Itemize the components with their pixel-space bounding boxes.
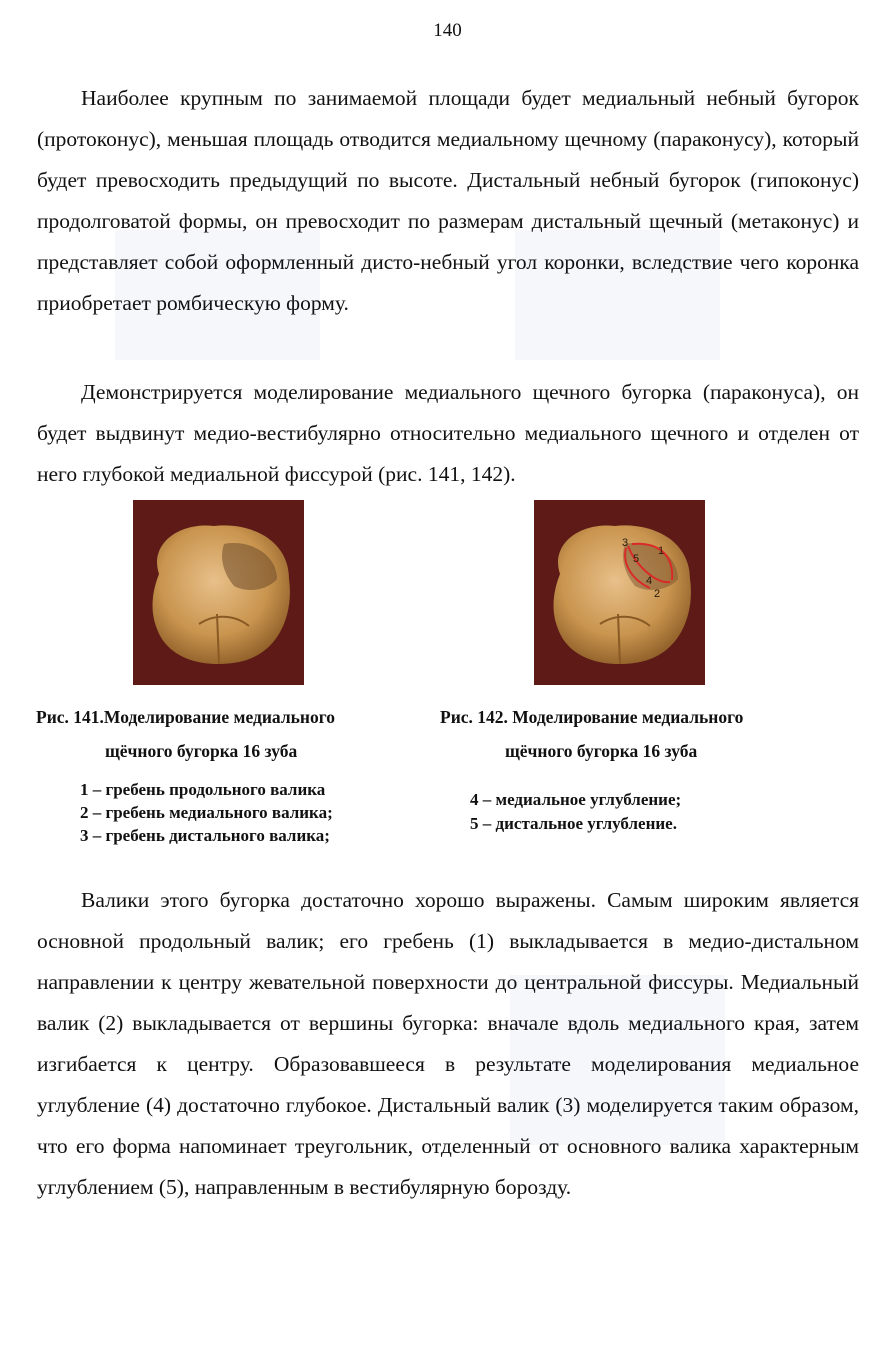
label-2: 2: [654, 588, 661, 600]
tooth-crown-image: [139, 514, 299, 670]
label-3: 3: [622, 537, 629, 549]
figure-142-legend-item: 4 – медиальное углубление;: [470, 790, 682, 809]
figure-141-photo: [133, 500, 304, 685]
figure-142-caption-subtitle: щёчного бугорка 16 зуба: [505, 741, 698, 761]
figure-141-legend-item: 1 – гребень продольного валика: [80, 780, 326, 799]
tooth-crown-annotated-image: [540, 514, 700, 670]
figure-142-photo: [534, 500, 705, 685]
label-5: 5: [633, 553, 640, 565]
paragraph-cusps-overview: Наиболее крупным по занимаемой площади будет медиальный небный бугорок (протоконус), меньшая площадь отводится медиальному щечному (параконусу), который будет превосходить предыдущий по высоте. Дистальный небный бугорок (гипоконус) продолговатой формы, он превосходит по размерам дистальный щечный (метаконус) и представляет собой оформленный дисто-небный угол коронки, вследствие чего коронка приобретает ромбическую форму.: [37, 86, 859, 315]
figure-142-legend-item: 5 – дистальное углубление.: [470, 814, 677, 833]
page-number: 140: [433, 20, 462, 41]
label-4: 4: [646, 575, 653, 587]
figure-141-legend-item: 2 – гребень медиального валика;: [80, 803, 333, 822]
label-1: 1: [658, 545, 665, 557]
figure-141-caption: Рис. 141.Моделирование медиального: [36, 707, 335, 727]
figure-141-caption-subtitle: щёчного бугорка 16 зуба: [105, 741, 298, 761]
figure-142-caption: Рис. 142. Моделирование медиального: [440, 707, 744, 727]
paragraph-ridges-description: Валики этого бугорка достаточно хорошо выражены. Самым широким является основной продольный валик; его гребень (1) выкладывается в медио-дистальном направлении к центру жевательной поверхности до центральной фиссуры. Медиальный валик (2) выкладывается от вершины бугорка: вначале вдоль медиального края, затем изгибается к центру. Образовавшееся в результате моделирования медиальное углубление (4) достаточно глубокое. Дистальный валик (3) моделируется таким образом, что его форма напоминает треугольник, отделенный от основного валика характерным углублением (5), направленным в вестибулярную борозду.: [37, 888, 859, 1199]
paragraph-paracone-modeling: Демонстрируется моделирование медиального щечного бугорка (параконуса), он будет выдвинут медио-вестибулярно относительно медиального щечного и отделен от него глубокой медиальной фиссурой (рис. 141, 142).: [37, 380, 859, 486]
figure-141-legend-item: 3 – гребень дистального валика;: [80, 826, 330, 845]
